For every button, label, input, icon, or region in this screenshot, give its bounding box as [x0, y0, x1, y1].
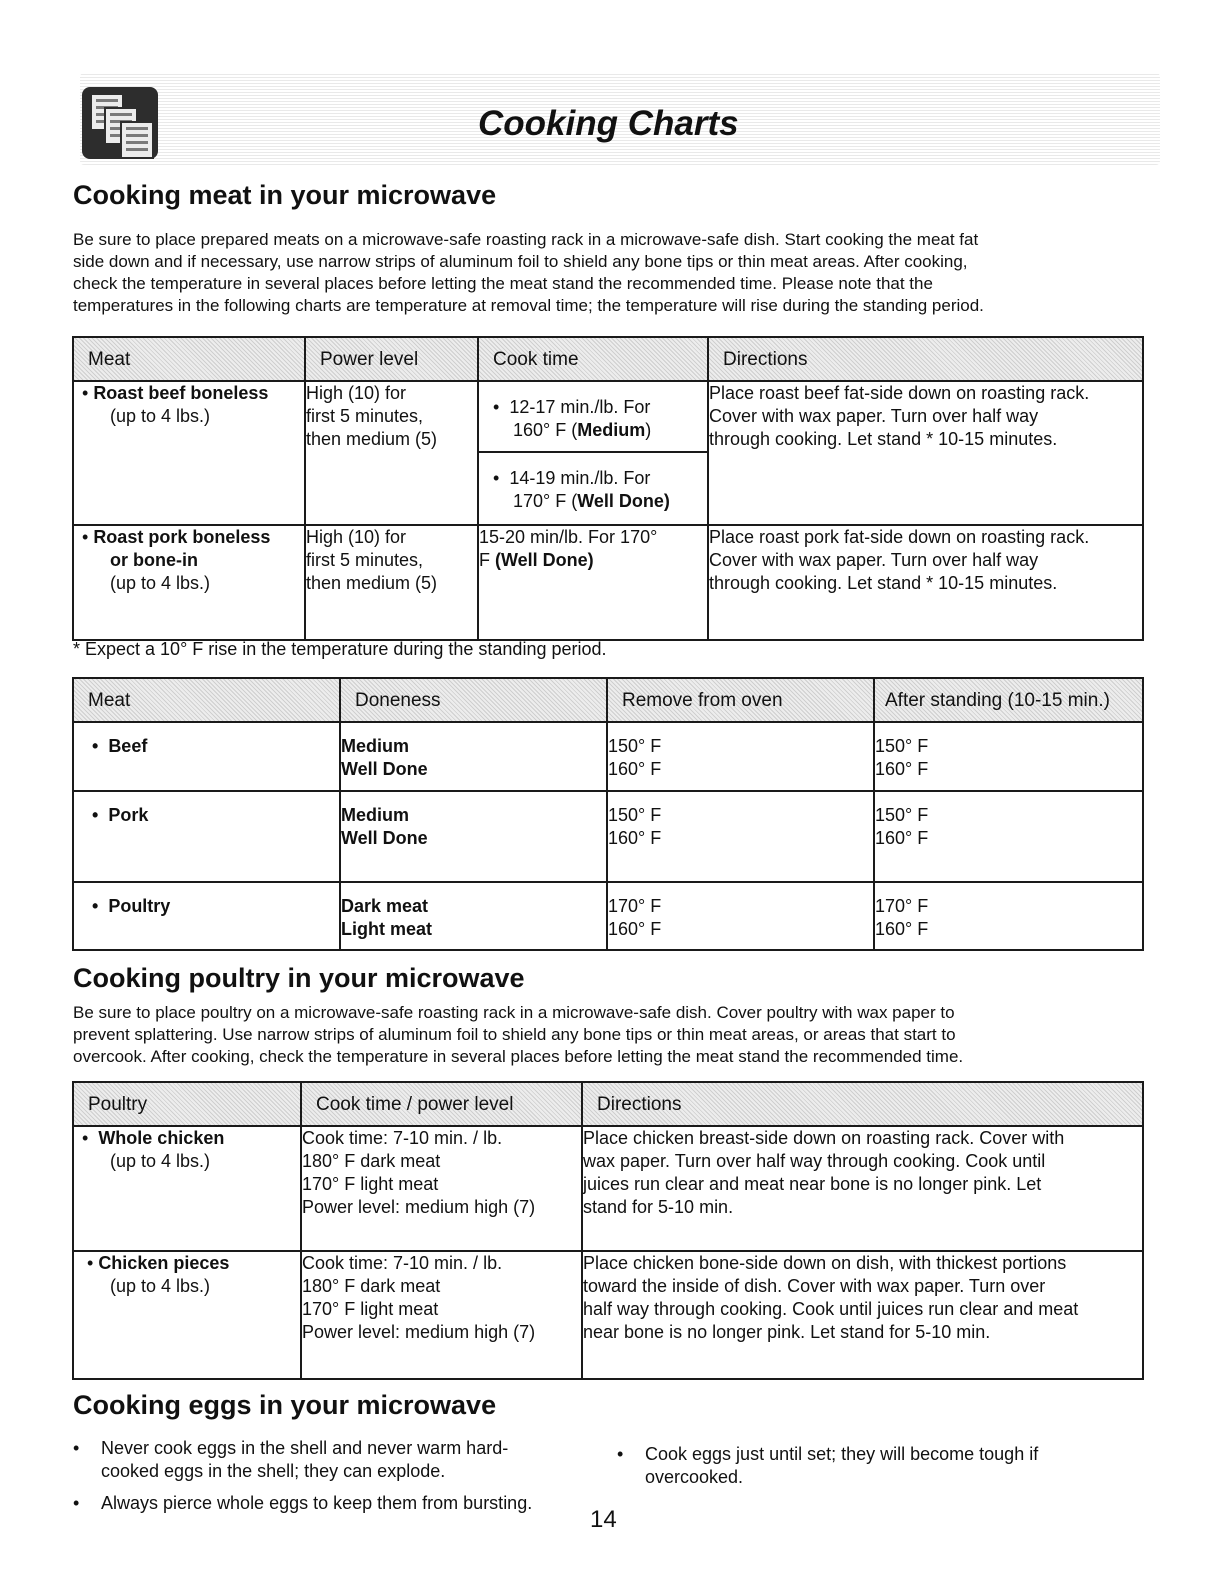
poultry-intro-line: prevent splattering. Use narrow strips of aluminum foil to shield any bone tips or thin meat areas, or areas that start to [73, 1025, 956, 1044]
table-header-row [73, 678, 1143, 722]
directions-line: toward the inside of dish. Cover with wax paper. Turn over [583, 1276, 1046, 1296]
header-meat: Meat [73, 337, 305, 381]
table-row [73, 791, 1143, 882]
table-row [73, 722, 1143, 791]
directions-line: Place chicken breast-side down on roasting rack. Cover with [583, 1128, 1065, 1148]
footnote: * Expect a 10° F rise in the temperature during the standing period. [73, 639, 607, 659]
poultry-cell: • Whole chicken (up to 4 lbs.) [73, 1126, 301, 1251]
table-row [73, 525, 1143, 640]
header-doneness: Doneness [340, 678, 607, 722]
page-number: 14 [590, 1506, 617, 1533]
eggs-section-heading: Cooking eggs in your microwave [73, 1390, 497, 1420]
remove-temp: 160° F [608, 919, 662, 939]
poultry-cell: • Chicken pieces (up to 4 lbs.) [73, 1251, 301, 1379]
cook-time-line: 15-20 min/lb. For 170° [479, 527, 658, 547]
power-cell [305, 525, 478, 640]
directions-line: Place roast beef fat-side down on roasting rack. [709, 383, 1090, 403]
after-temp: 160° F [875, 759, 929, 779]
doneness-table [72, 677, 1144, 951]
cook-line: 170° F light meat [302, 1174, 439, 1194]
meat-intro-line: check the temperature in several places before letting the meat stand the recommended time. Please note that the [73, 274, 933, 293]
meat-name: Pork [108, 805, 149, 825]
header-cook-time-power: Cook time / power level [301, 1082, 582, 1126]
meat-cell: • Roast beef boneless (up to 4 lbs.) [73, 381, 305, 525]
cook-line: 180° F dark meat [302, 1276, 441, 1296]
egg-tip-line: Never cook eggs in the shell and never warm hard- [101, 1438, 509, 1458]
cook-temp: 160° F ( [513, 420, 578, 440]
meat-name: Beef [108, 736, 148, 756]
power-line: then medium (5) [306, 429, 438, 449]
poultry-intro-line: overcook. After cooking, check the temperature in several places before letting the meat stand the recommended time. [73, 1047, 964, 1066]
doneness-line: Medium [341, 736, 410, 756]
header-poultry: Poultry [73, 1082, 301, 1126]
list-item: • Always pierce whole eggs to keep them from bursting. [73, 1493, 533, 1513]
meat-intro-line: side down and if necessary, use narrow strips of aluminum foil to shield any bone tips or thin meat areas. After cooking, [73, 252, 968, 271]
table-header-row [73, 337, 1143, 381]
cook-time-line: 12-17 min./lb. For [509, 397, 651, 417]
poultry-name: Whole chicken [98, 1128, 225, 1148]
egg-tip-line: overcooked. [645, 1467, 744, 1487]
after-temp: 170° F [875, 896, 929, 916]
directions-line: Cover with wax paper. Turn over half way [709, 406, 1039, 426]
meat-name-cont: or bone-in [110, 550, 198, 570]
header-cook-time: Cook time [478, 337, 708, 381]
doneness-cell [340, 882, 607, 950]
header-meat: Meat [73, 678, 340, 722]
poultry-note: (up to 4 lbs.) [110, 1151, 211, 1171]
meat-intro-paragraph [73, 229, 1148, 317]
meat-intro-line: temperatures in the following charts are temperature at removal time; the temperature will rise during the standing period. [73, 296, 984, 315]
page-title: Cooking Charts [478, 104, 739, 143]
remove-cell [607, 882, 874, 950]
table-row [73, 1126, 1143, 1251]
cook-line: 180° F dark meat [302, 1151, 441, 1171]
meat-name: Roast pork boneless [93, 527, 271, 547]
after-temp: 160° F [875, 828, 929, 848]
remove-temp: 170° F [608, 896, 662, 916]
poultry-note: (up to 4 lbs.) [110, 1276, 211, 1296]
doneness-line: Light meat [341, 919, 433, 939]
cook-time-cell [478, 525, 708, 640]
doneness-cell [340, 791, 607, 882]
egg-bullet-list-left [73, 1437, 532, 1515]
cook-time-cell [301, 1251, 582, 1379]
remove-cell [607, 791, 874, 882]
directions-line: stand for 5-10 min. [583, 1197, 734, 1217]
remove-temp: 160° F [608, 759, 662, 779]
doneness-line: Dark meat [341, 896, 429, 916]
poultry-intro-paragraph [73, 1002, 1148, 1068]
table-row [73, 381, 1143, 525]
meat-section-heading: Cooking meat in your microwave [73, 180, 497, 210]
header-after-standing: After standing (10-15 min.) [874, 678, 1143, 722]
cook-temp: 170° F ( [513, 491, 578, 511]
remove-temp: 160° F [608, 828, 662, 848]
after-cell [874, 882, 1143, 950]
directions-line: through cooking. Let stand * 10-15 minutes. [709, 429, 1058, 449]
table-header-row [73, 1082, 1143, 1126]
doneness-line: Well Done [341, 828, 428, 848]
meat-note: (up to 4 lbs.) [110, 406, 211, 426]
egg-tip-line: Cook eggs just until set; they will become tough if [645, 1444, 1039, 1464]
cook-line: Power level: medium high (7) [302, 1322, 536, 1342]
after-cell [874, 722, 1143, 791]
cook-doneness: Well Done) [577, 491, 670, 511]
egg-tip-line: Always pierce whole eggs to keep them from bursting. [101, 1493, 533, 1513]
meat-cell: • Poultry [73, 882, 340, 950]
table-row [73, 1251, 1143, 1379]
cook-doneness: (Well Done) [495, 550, 594, 570]
poultry-name: Chicken pieces [98, 1253, 230, 1273]
directions-line: half way through cooking. Cook until juices run clear and meat [583, 1299, 1079, 1319]
cook-time-line: 14-19 min./lb. For [509, 468, 651, 488]
doneness-line: Medium [341, 805, 410, 825]
header-directions: Directions [708, 337, 1143, 381]
header-power-level: Power level [305, 337, 478, 381]
directions-cell [708, 381, 1143, 525]
poultry-cooking-table [72, 1081, 1144, 1380]
cook-time-cell: • 12-17 min./lb. For 160° F (Medium) • 14-19 min./lb. For 170° F (Well Done) [478, 381, 708, 525]
meat-name: Poultry [108, 896, 171, 916]
directions-line: wax paper. Turn over half way through cooking. Cook until [583, 1151, 1046, 1171]
meat-cell: • Roast pork boneless or bone-in (up to 4 lbs.) [73, 525, 305, 640]
cook-line: Power level: medium high (7) [302, 1197, 536, 1217]
after-cell [874, 791, 1143, 882]
after-temp: 150° F [875, 736, 929, 756]
directions-cell [708, 525, 1143, 640]
power-line: High (10) for [306, 383, 407, 403]
power-line: High (10) for [306, 527, 407, 547]
meat-cell: • Beef [73, 722, 340, 791]
cook-line: Cook time: 7-10 min. / lb. [302, 1253, 503, 1273]
doneness-cell [340, 722, 607, 791]
directions-line: Place chicken bone-side down on dish, with thickest portions [583, 1253, 1067, 1273]
cook-doneness: Medium [577, 420, 646, 440]
meat-note: (up to 4 lbs.) [110, 573, 211, 593]
remove-cell [607, 722, 874, 791]
cook-temp: F [479, 550, 495, 570]
directions-line: Cover with wax paper. Turn over half way [709, 550, 1039, 570]
egg-bullet-list-right [617, 1443, 1142, 1489]
meat-cooking-table [72, 336, 1144, 641]
directions-line: near bone is no longer pink. Let stand for 5-10 min. [583, 1322, 991, 1342]
after-temp: 160° F [875, 919, 929, 939]
cook-time-cell [301, 1126, 582, 1251]
poultry-section-heading: Cooking poultry in your microwave [73, 963, 525, 993]
directions-line: Place roast pork fat-side down on roasting rack. [709, 527, 1090, 547]
cook-line: Cook time: 7-10 min. / lb. [302, 1128, 503, 1148]
meat-name: Roast beef boneless [93, 383, 269, 403]
meat-intro-line: Be sure to place prepared meats on a microwave-safe roasting rack in a microwave-safe dish. Start cooking the meat fat [73, 230, 979, 249]
meat-cell: • Pork [73, 791, 340, 882]
cooking-charts-logo-icon [82, 87, 158, 159]
list-item: • Never cook eggs in the shell and never warm hard- cooked eggs in the shell; they can explode. [73, 1437, 532, 1483]
power-line: then medium (5) [306, 573, 438, 593]
power-line: first 5 minutes, [306, 550, 424, 570]
after-temp: 150° F [875, 805, 929, 825]
doneness-line: Well Done [341, 759, 428, 779]
power-cell [305, 381, 478, 525]
directions-line: through cooking. Let stand * 10-15 minutes. [709, 573, 1058, 593]
directions-cell [582, 1251, 1143, 1379]
header-directions: Directions [582, 1082, 1143, 1126]
directions-cell [582, 1126, 1143, 1251]
remove-temp: 150° F [608, 736, 662, 756]
cook-line: 170° F light meat [302, 1299, 439, 1319]
poultry-intro-line: Be sure to place poultry on a microwave-safe roasting rack in a microwave-safe dish. Cover poultry with wax paper to [73, 1003, 955, 1022]
power-line: first 5 minutes, [306, 406, 424, 426]
egg-tip-line: cooked eggs in the shell; they can explode. [101, 1461, 446, 1481]
directions-line: juices run clear and meat near bone is no longer pink. Let [583, 1174, 1042, 1194]
list-item: • Cook eggs just until set; they will become tough if overcooked. [617, 1443, 1142, 1489]
remove-temp: 150° F [608, 805, 662, 825]
table-row [73, 882, 1143, 950]
header-remove-from-oven: Remove from oven [607, 678, 874, 722]
cook-paren: ) [645, 420, 652, 440]
